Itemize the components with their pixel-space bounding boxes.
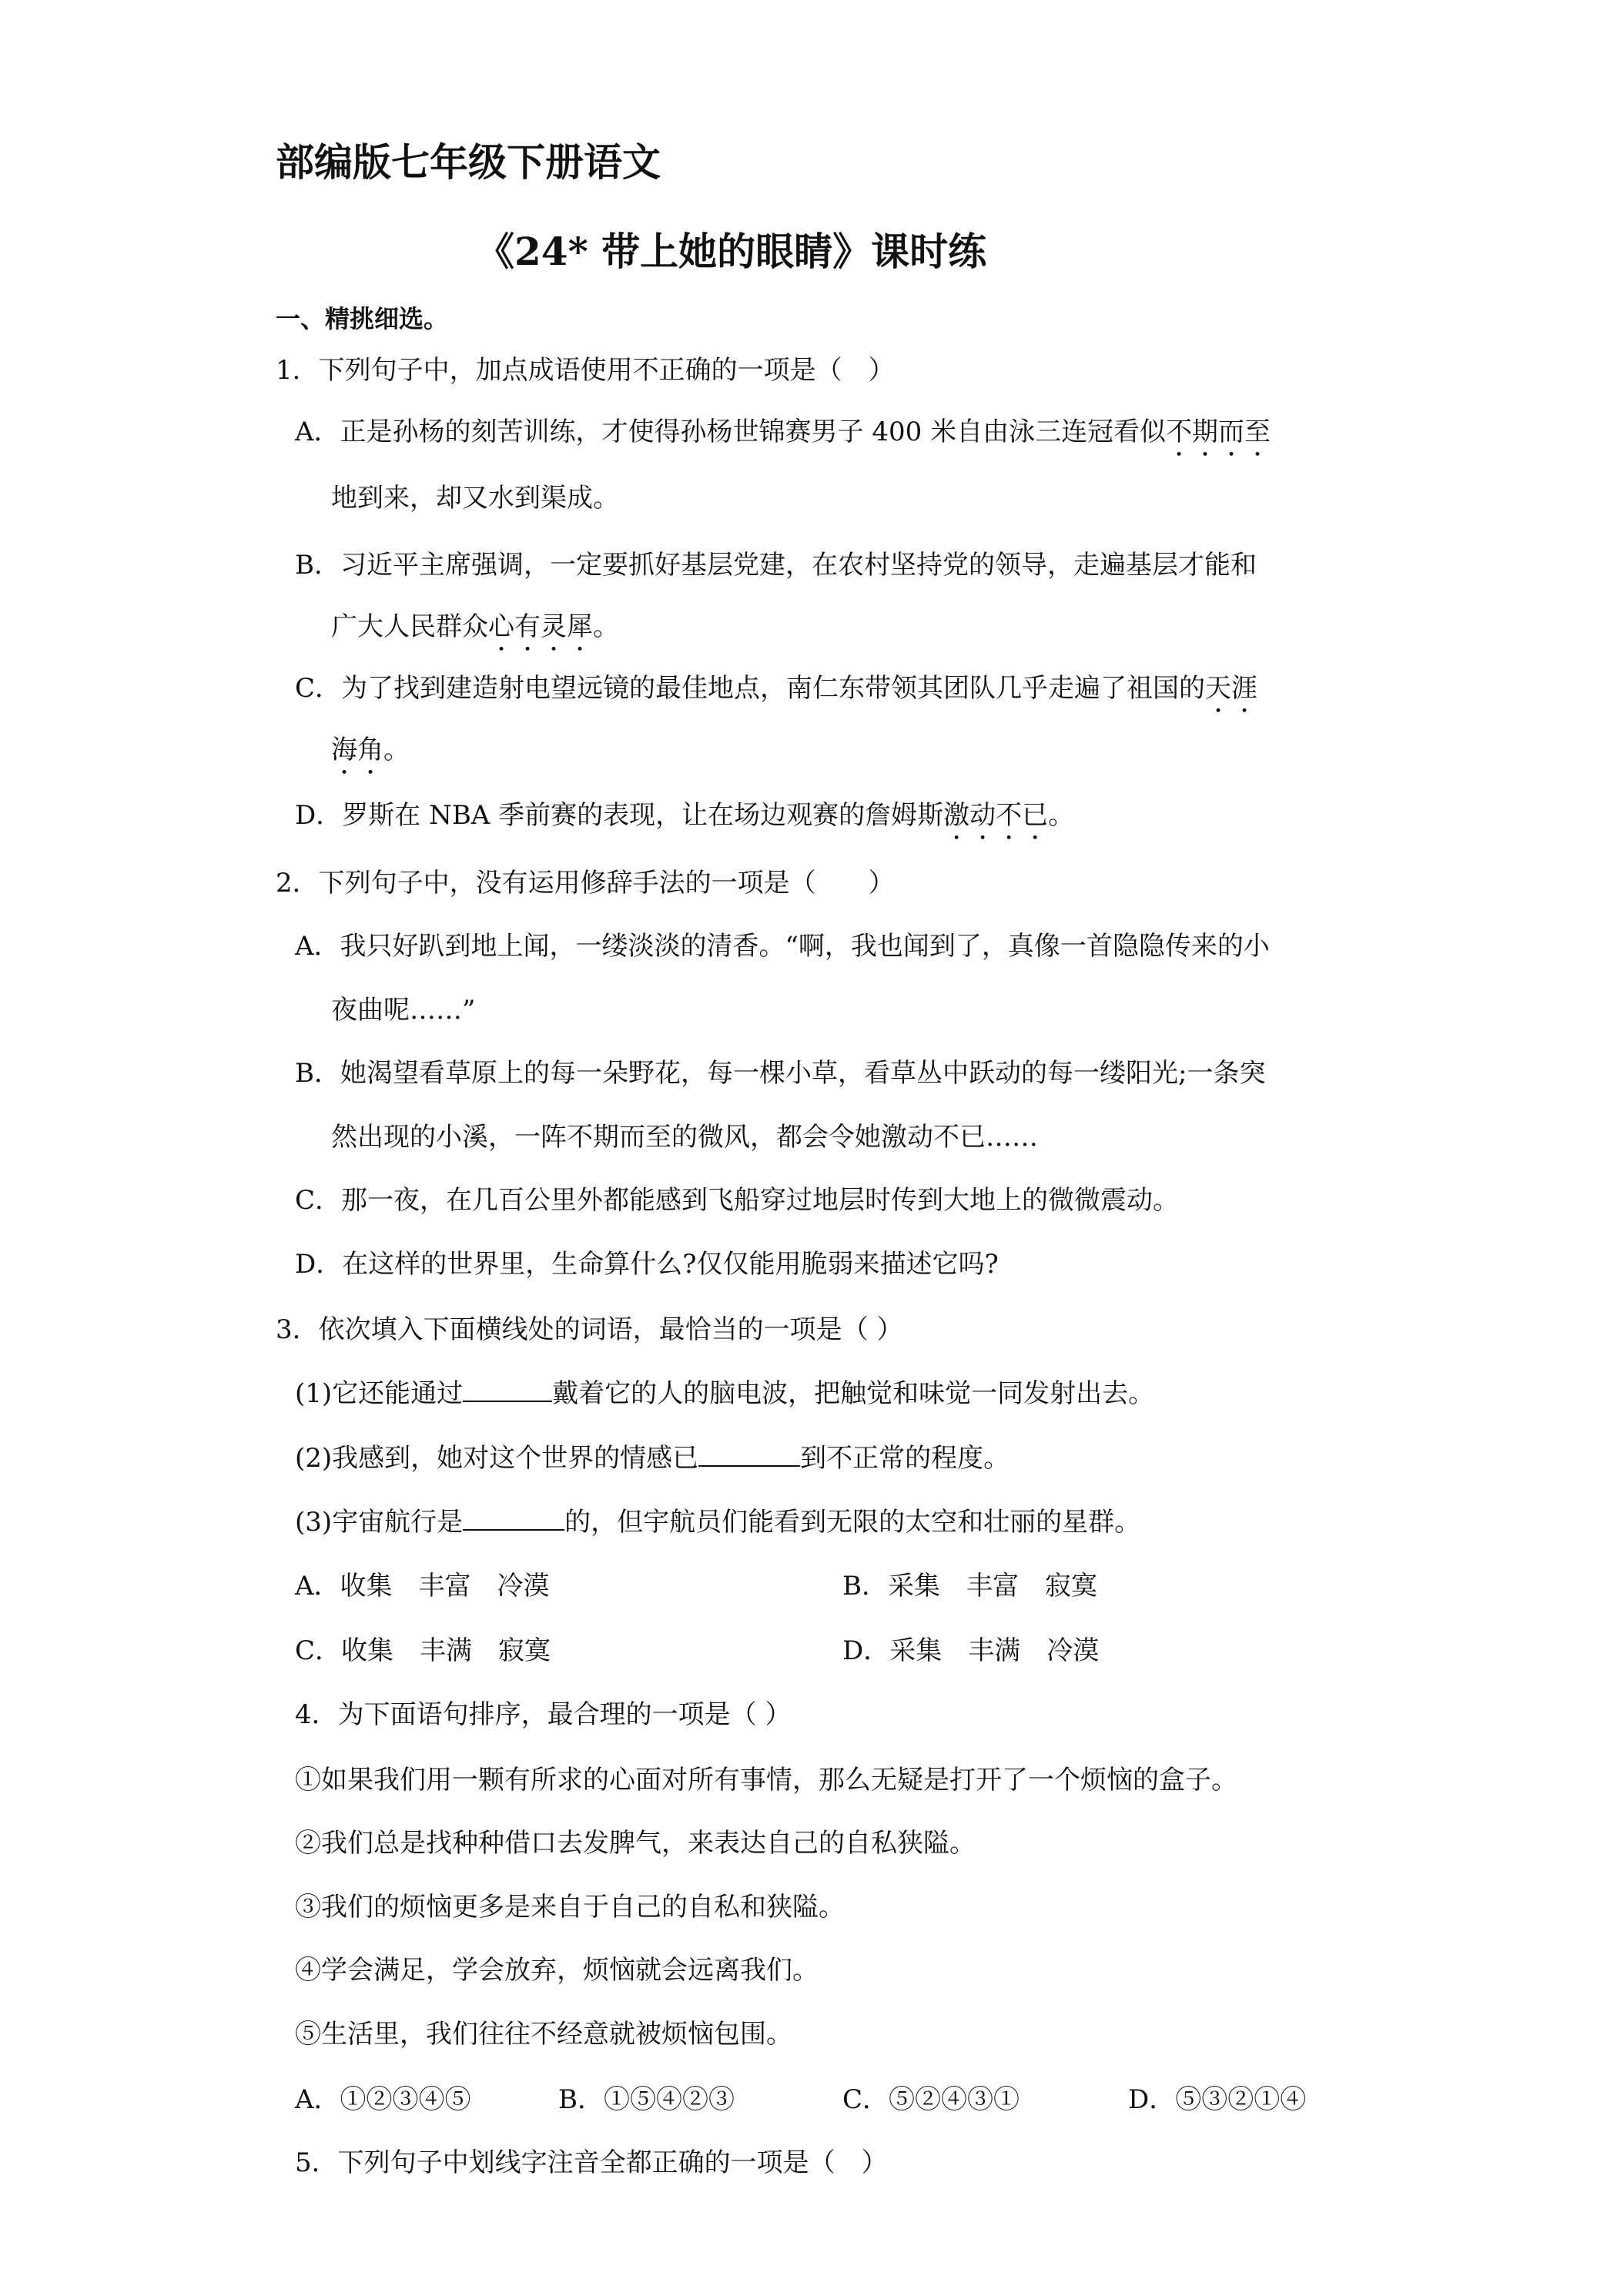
- sentence-text: 戴着它的人的脑电波，把触觉和味觉一同发射出去。: [552, 1378, 1155, 1409]
- option-text: 。: [593, 611, 619, 642]
- question-1-stem: 1．下列句子中，加点成语使用不正确的一项是（ ）: [276, 355, 895, 386]
- option-text: 广大人民群众: [331, 611, 488, 642]
- dotted-idiom: 天涯: [1205, 673, 1258, 704]
- option-text: C．为了找到建造射电望远镜的最佳地点，南仁东带领其团队几乎走遍了祖国的: [295, 673, 1206, 704]
- question-4-option-d: D．⑤③②①④: [1128, 2084, 1307, 2115]
- question-2-option-b-cont: 然出现的小溪，一阵不期而至的微风，都会令她激动不已……: [331, 1122, 1038, 1153]
- question-3-option-a: A．收集 丰富 冷漠: [295, 1571, 550, 1602]
- question-3-stem: 3．依次填入下面横线处的词语，最恰当的一项是（ ）: [276, 1314, 903, 1345]
- question-1-option-a: [295, 415, 1271, 463]
- question-2-option-a: A．我只好趴到地上闻，一缕淡淡的清香。“啊，我也闻到了，真像一首隐隐传来的小: [295, 931, 1270, 962]
- question-2-option-c: C．那一夜，在几百公里外都能感到飞船穿过地层时传到大地上的微微震动。: [295, 1185, 1180, 1216]
- question-1-option-c-cont: [331, 733, 410, 781]
- question-4-sentence-4: ④学会满足，学会放弃，烦恼就会远离我们。: [295, 1955, 819, 1986]
- question-1-option-d: [295, 798, 1074, 846]
- question-2-option-a-cont: 夜曲呢……”: [331, 995, 476, 1026]
- option-text: A．正是孙杨的刻苦训练，才使得孙杨世锦赛男子 400 米自由泳三连冠看似: [295, 417, 1167, 447]
- sentence-text: (1)它还能通过: [295, 1378, 464, 1409]
- question-1-option-b: B．习近平主席强调，一定要抓好基层党建，在农村坚持党的领导，走遍基层才能和: [295, 550, 1257, 581]
- question-3-option-c: C．收集 丰满 寂寞: [295, 1635, 551, 1666]
- header-title: 部编版七年级下册语文: [276, 139, 661, 185]
- dotted-idiom: 心有灵犀: [488, 611, 593, 642]
- question-1-option-c: [295, 671, 1257, 719]
- dotted-idiom: 不期而至: [1166, 417, 1271, 447]
- fill-blank: [463, 1506, 564, 1531]
- document-title: 《24* 带上她的眼睛》课时练: [476, 229, 987, 274]
- sentence-text: (2)我感到，她对这个世界的情感已: [295, 1443, 699, 1474]
- option-text: 。: [383, 735, 410, 765]
- option-text: 。: [1048, 800, 1075, 831]
- question-3-sentence-2: [295, 1441, 1010, 1475]
- question-3-option-b: B．采集 丰富 寂寞: [842, 1571, 1097, 1602]
- question-2-option-b: B．她渴望看草原上的每一朵野花，每一棵小草，看草丛中跃动的每一缕阳光;一条突: [295, 1058, 1266, 1089]
- question-4-option-c: C．⑤②④③①: [842, 2084, 1020, 2115]
- fill-blank: [463, 1377, 552, 1402]
- question-2-stem: 2．下列句子中，没有运用修辞手法的一项是（ ）: [276, 868, 895, 899]
- question-3-option-d: D．采集 丰满 冷漠: [842, 1635, 1100, 1666]
- option-text: D．罗斯在 NBA 季前赛的表现，让在场边观赛的詹姆斯: [295, 800, 944, 831]
- question-3-sentence-1: [295, 1377, 1154, 1411]
- dotted-idiom: 海角: [331, 735, 383, 765]
- section-heading: 一、精挑细选。: [276, 304, 449, 333]
- sentence-text: 的，但宇航员们能看到无限的太空和壮丽的星群。: [564, 1507, 1141, 1538]
- sentence-text: 到不正常的程度。: [800, 1443, 1010, 1474]
- question-4-stem: 4．为下面语句排序，最合理的一项是（ ）: [295, 1699, 792, 1730]
- question-5-stem: 5．下列句子中划线字注音全都正确的一项是（ ）: [295, 2147, 888, 2178]
- question-4-option-b: B．①⑤④②③: [558, 2084, 735, 2115]
- question-4-sentence-5: ⑤生活里，我们往往不经意就被烦恼包围。: [295, 2019, 792, 2050]
- question-4-sentence-2: ②我们总是找种种借口去发脾气，来表达自己的自私狭隘。: [295, 1828, 976, 1859]
- dotted-idiom: 激动不已: [943, 800, 1049, 831]
- question-4-option-a: A．①②③④⑤: [295, 2084, 471, 2115]
- question-4-sentence-1: ①如果我们用一颗有所求的心面对所有事情，那么无疑是打开了一个烦恼的盒子。: [295, 1765, 1237, 1796]
- sentence-text: (3)宇宙航行是: [295, 1507, 464, 1538]
- question-3-sentence-3: [295, 1505, 1140, 1539]
- question-4-sentence-3: ③我们的烦恼更多是来自于自己的自私和狭隘。: [295, 1892, 845, 1923]
- fill-blank: [698, 1442, 800, 1467]
- question-1-option-a-cont: 地到来，却又水到渠成。: [331, 483, 619, 514]
- question-2-option-d: D．在这样的世界里，生命算什么?仅仅能用脆弱来描述它吗?: [295, 1249, 999, 1280]
- question-1-option-b-cont: [331, 610, 619, 658]
